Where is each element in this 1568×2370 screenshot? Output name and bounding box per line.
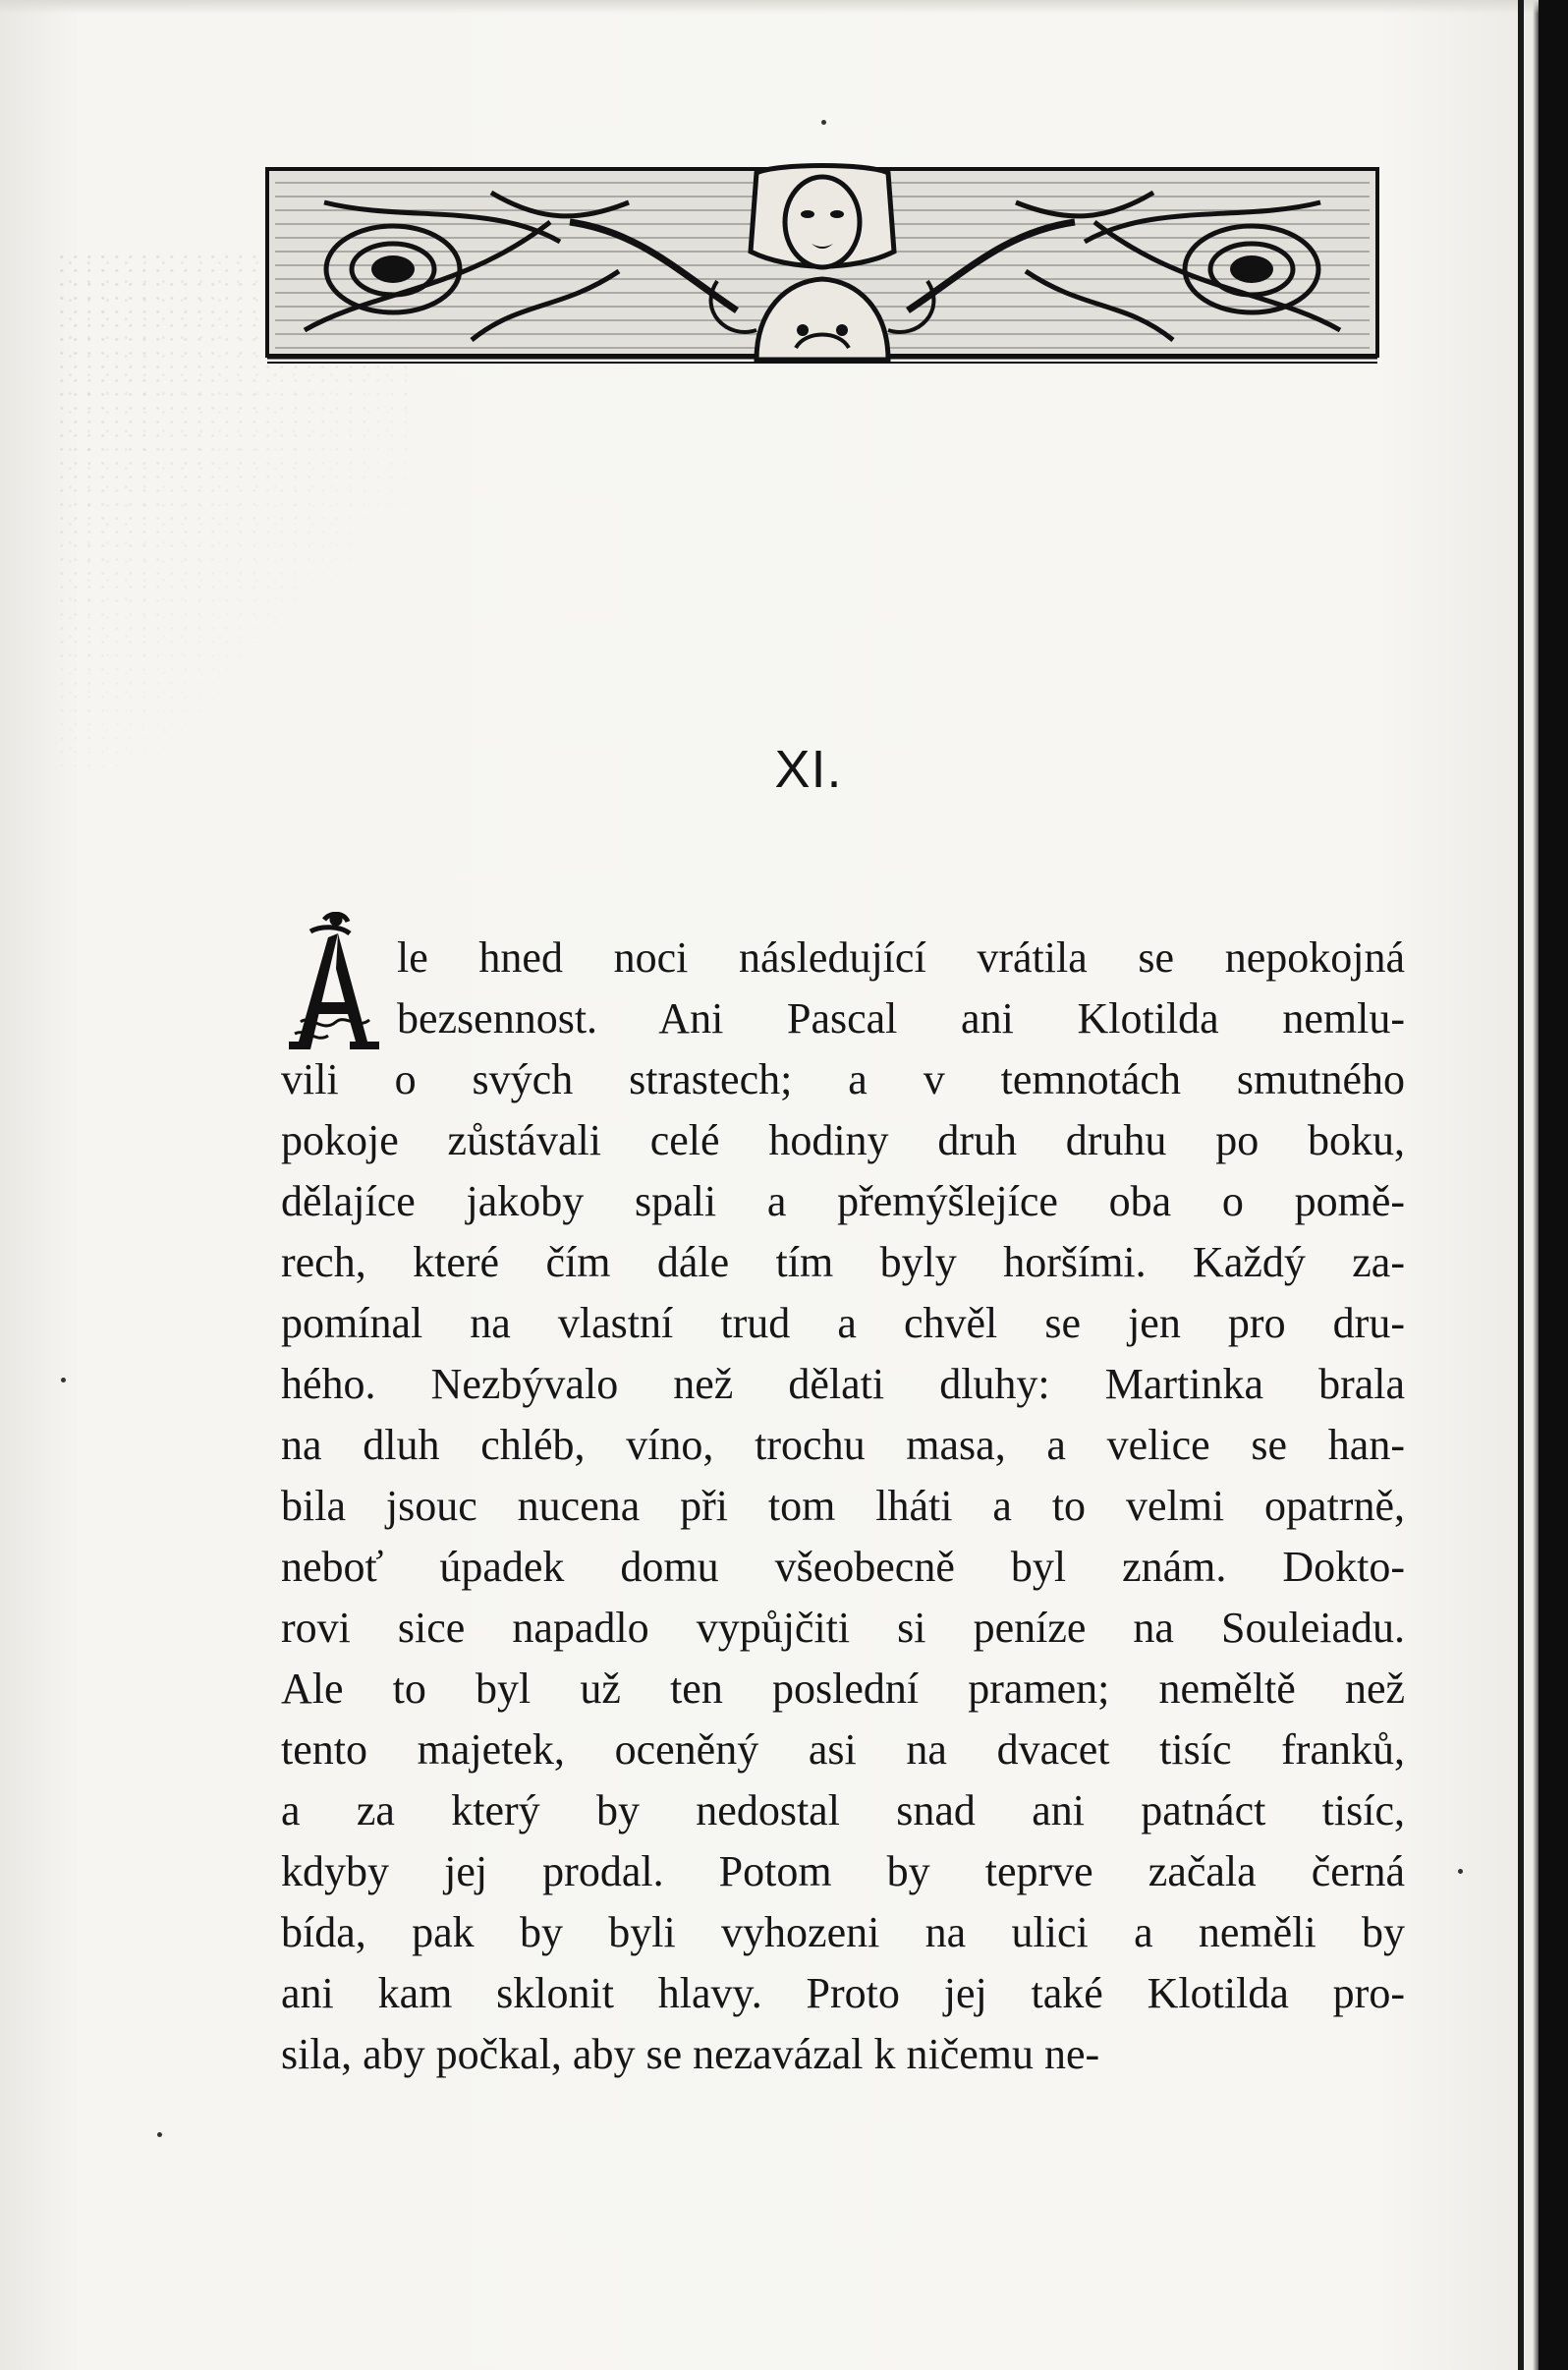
page-right-rule xyxy=(1518,0,1524,2370)
text-line: bída, pak by byli vyhozeni na ulici a neměli by xyxy=(281,1908,1405,1956)
paper-mark xyxy=(821,120,826,125)
text-line: tento majetek, oceněný asi na dvacet tisíc franků, xyxy=(281,1725,1405,1774)
text-line: a za který by nedostal snad ani patnáct tisíc, xyxy=(281,1786,1405,1834)
text-line: neboť úpadek domu všeobecně byl znám. Dokto- xyxy=(281,1543,1405,1591)
paper-mark xyxy=(157,2132,162,2137)
paper-mark xyxy=(61,1378,66,1382)
text-line: bezsennost. Ani Pascal ani Klotilda nemlu- xyxy=(397,994,1405,1043)
chapter-number: XI. xyxy=(774,740,843,799)
page-top-edge xyxy=(0,0,1568,14)
text-line: vili o svých strastech; a v temnotách smutného xyxy=(281,1055,1405,1103)
text-line: bila jsouc nucena při tom lháti a to velmi opatrně, xyxy=(281,1482,1405,1530)
text-line: pomínal na vlastní trud a chvěl se jen pro dru- xyxy=(281,1299,1405,1347)
text-line: Ale to byl už ten poslední pramen; neměltě než xyxy=(281,1665,1405,1713)
text-line: pokoje zůstávali celé hodiny druh druhu po boku, xyxy=(281,1116,1405,1164)
text-line: hého. Nezbývalo než dělati dluhy: Martinka brala xyxy=(281,1360,1405,1408)
text-line: le hned noci následující vrátila se nepokojná xyxy=(397,933,1405,982)
page-right-border xyxy=(1539,0,1568,2370)
chapter-body-paragraph xyxy=(281,928,1405,2085)
headpiece-ornament-icon xyxy=(265,163,1379,366)
text-line: kdyby jej prodal. Potom by teprve začala černá xyxy=(281,1847,1405,1895)
text-line: sila, aby počkal, aby se nezavázal k ničemu ne- xyxy=(281,2030,1100,2078)
text-line: rech, které čím dále tím byly horšími. Každý za- xyxy=(281,1238,1405,1286)
text-line: dělajíce jakoby spali a přemýšlejíce oba o pomě- xyxy=(281,1177,1405,1225)
text-line: ani kam sklonit hlavy. Proto jej také Klotilda pro- xyxy=(281,1969,1405,2017)
text-line: na dluh chléb, víno, trochu masa, a velice se han- xyxy=(281,1421,1405,1469)
text-line: rovi sice napadlo vypůjčiti si peníze na Souleiadu. xyxy=(281,1604,1405,1652)
paper-mark xyxy=(1458,1869,1463,1874)
